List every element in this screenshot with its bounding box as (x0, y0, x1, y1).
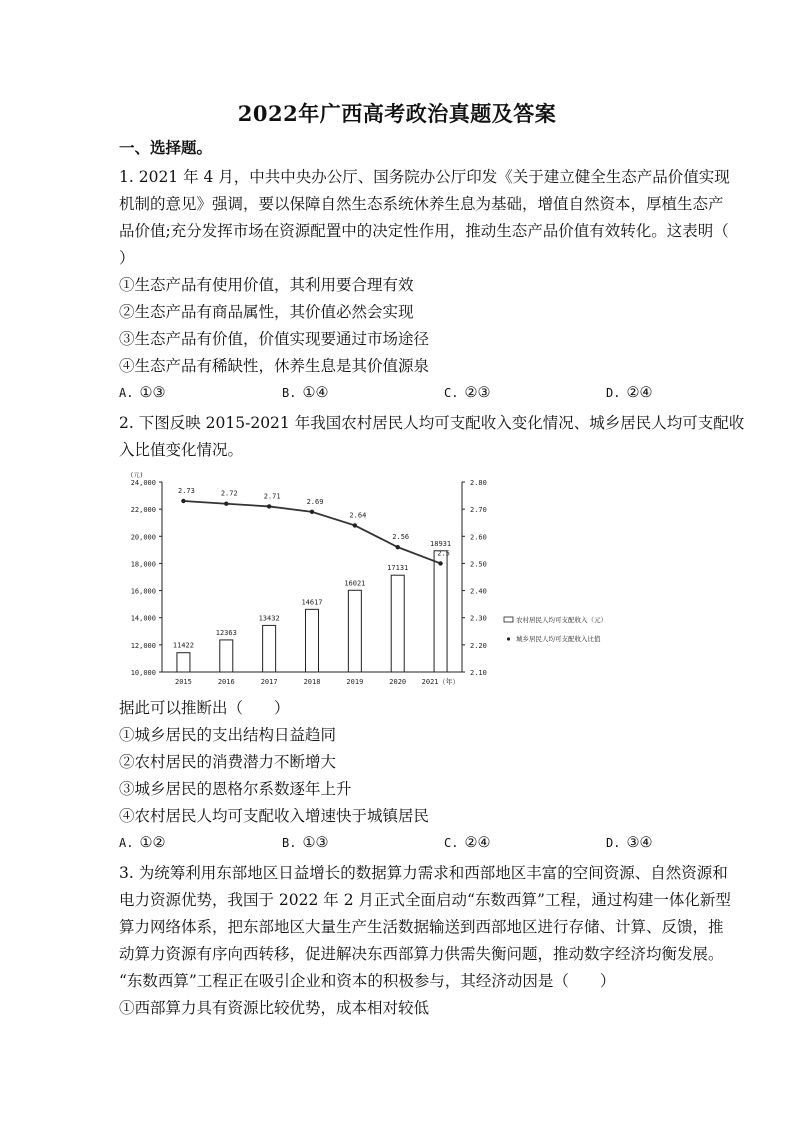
right-tick-label: 2.10 (470, 669, 487, 677)
q1-stem-line-3: 品价值;充分发挥市场在资源配置中的决定性作用，推动生态产品价值有效转化。这表明（ (119, 222, 729, 240)
q2-option-a-text: ①② (139, 835, 166, 851)
section-heading: 一、选择题。 (119, 138, 213, 157)
q2-item-2: ②农村居民的消费潜力不断增大 (119, 753, 337, 771)
x-tick-label: 2016 (217, 678, 235, 686)
x-tick-label: 2019 (346, 678, 364, 686)
right-tick-label: 2.60 (470, 533, 487, 542)
left-tick-label: 18,000 (130, 560, 156, 569)
q1-item-3: ③生态产品有价值，价值实现要通过市场途径 (119, 330, 430, 348)
x-tick-label: 2020 (389, 678, 407, 686)
left-tick-label: 14,000 (130, 614, 156, 623)
q1-option-b-text: ①④ (302, 385, 329, 401)
ratio-point (310, 510, 314, 514)
q2-option-a-label: A. (119, 836, 134, 850)
x-tick-label: 2017 (260, 678, 278, 686)
income-bar-label: 14617 (301, 598, 323, 607)
income-bar (306, 609, 319, 672)
q1-item-2: ②生态产品有商品属性，其价值必然会实现 (119, 303, 414, 321)
q1-option-a-text: ①③ (139, 385, 166, 401)
income-bar (177, 653, 190, 672)
right-tick-label: 2.80 (470, 479, 487, 487)
q2-item-3: ③城乡居民的恩格尔系数逐年上升 (119, 780, 352, 798)
y-axis-unit: (元) (130, 472, 144, 479)
right-tick-label: 2.30 (470, 614, 487, 623)
x-tick-label: 2021（年） (421, 678, 460, 686)
x-tick-label: 2015 (174, 678, 192, 686)
q1-option-d[interactable] (606, 385, 652, 401)
q1-option-b[interactable] (282, 385, 328, 401)
q2-option-a[interactable] (119, 835, 165, 851)
q2-stem-line-2: 入比值变化情况。 (119, 441, 244, 459)
q2-option-c-text: ②④ (464, 835, 491, 851)
q2-option-d-label: D. (606, 836, 621, 850)
ratio-label: 2.72 (220, 489, 238, 498)
right-tick-label: 2.20 (470, 641, 487, 650)
ratio-point (224, 502, 228, 506)
q1-option-c-text: ②③ (464, 385, 491, 401)
ratio-point (396, 545, 400, 549)
ratio-point (181, 499, 185, 503)
legend-line-swatch (507, 637, 510, 640)
income-bar (263, 625, 276, 672)
q3-stem-line-2: 电力资源优势，我国于 2022 年 2 月正式全面启动“东数西算”工程，通过构建一体化新型 (119, 891, 731, 909)
q1-option-b-label: B. (282, 386, 297, 400)
q3-stem-line-3: 算力网络体系，把东部地区大量生产生活数据输送到西部地区进行存储、计算、反馈，推 (119, 918, 724, 936)
income-bar (391, 575, 404, 672)
left-tick-label: 10,000 (130, 669, 156, 677)
left-tick-label: 22,000 (130, 506, 156, 515)
left-tick-label: 16,000 (130, 587, 156, 596)
income-bar (434, 551, 447, 672)
left-tick-label: 20,000 (130, 533, 156, 542)
q2-option-c-label: C. (444, 836, 459, 850)
q3-item-1: ①西部算力具有资源比较优势，成本相对较低 (119, 999, 430, 1017)
legend-line-label: 城乡居民人均可支配收入比值 (516, 635, 601, 643)
ratio-point (353, 523, 357, 527)
q2-option-d[interactable] (606, 835, 652, 851)
x-tick-label: 2018 (303, 678, 321, 686)
q3-stem-line-4: 动算力资源有序向西转移，促进解决东西部算力供需失衡问题，推动数字经济均衡发展。 (119, 945, 724, 963)
ratio-point (267, 504, 271, 508)
ratio-label: 2.69 (306, 497, 324, 506)
income-chart (122, 472, 682, 692)
q2-option-b-text: ①③ (302, 835, 329, 851)
q2-option-c[interactable] (444, 835, 490, 851)
ratio-label: 2.71 (263, 492, 281, 501)
ratio-label: 2.64 (349, 511, 367, 520)
q1-item-4: ④生态产品有稀缺性，休养生息是其价值源泉 (119, 357, 430, 375)
q1-stem-line-4: ） (119, 249, 135, 267)
q2-option-b-label: B. (282, 836, 297, 850)
chart-svg (122, 472, 682, 692)
income-bar-label: 18931 (430, 539, 452, 548)
q1-option-c[interactable] (444, 385, 490, 401)
income-bar-label: 12363 (215, 628, 237, 637)
right-tick-label: 2.40 (470, 587, 487, 596)
right-tick-label: 2.70 (470, 506, 487, 515)
q2-item-1: ①城乡居民的支出结构日益趋同 (119, 726, 337, 744)
ratio-point (438, 561, 442, 565)
q3-stem-line-1: 3. 为统筹利用东部地区日益增长的数据算力需求和西部地区丰富的空间资源、自然资源和 (119, 864, 728, 882)
ratio-label: 2.56 (392, 533, 410, 542)
page-title: 2022年广西高考政治真题及答案 (237, 101, 557, 126)
q2-question: 据此可以推断出（ ） (119, 699, 290, 717)
q1-option-a-label: A. (119, 386, 134, 400)
q2-option-b[interactable] (282, 835, 328, 851)
q1-option-a[interactable] (119, 385, 165, 401)
legend-bar-swatch (504, 617, 513, 622)
income-bar-label: 17131 (387, 564, 409, 573)
q1-item-1: ①生态产品有使用价值，其利用要合理有效 (119, 276, 414, 294)
income-bar (220, 640, 233, 672)
income-bar-label: 11422 (172, 641, 194, 650)
left-tick-label: 24,000 (130, 479, 156, 487)
ratio-label: 2.73 (177, 487, 195, 495)
q1-stem-line-2: 机制的意见》强调，要以保障自然生态系统休养生息为基础，增值自然资本，厚植生态产 (119, 195, 724, 213)
q2-option-d-text: ③④ (626, 835, 653, 851)
q1-option-d-label: D. (606, 386, 621, 400)
q1-option-d-text: ②④ (626, 385, 653, 401)
ratio-label: 2.5 (437, 549, 450, 558)
income-bar-label: 13432 (258, 614, 280, 623)
right-tick-label: 2.50 (470, 560, 487, 569)
left-tick-label: 12,000 (130, 641, 156, 650)
income-bar-label: 16021 (344, 579, 366, 588)
q3-stem-line-5: “东数西算”工程正在吸引企业和资本的积极参与，其经济动因是（ ） (119, 972, 616, 990)
income-bar (348, 590, 361, 672)
income-chart-canvas (122, 472, 682, 692)
q1-option-c-label: C. (444, 386, 459, 400)
legend-bar-label: 农村居民人均可支配收入（元） (516, 616, 607, 624)
q2-item-4: ④农村居民人均可支配收入增速快于城镇居民 (119, 807, 430, 825)
q2-stem-line-1: 2. 下图反映 2015-2021 年我国农村居民人均可支配收入变化情况、城乡居民人均可支配收 (119, 414, 745, 432)
q1-stem-line-1: 1. 2021 年 4 月，中共中央办公厅、国务院办公厅印发《关于建立健全生态产品价值实现 (119, 168, 730, 186)
